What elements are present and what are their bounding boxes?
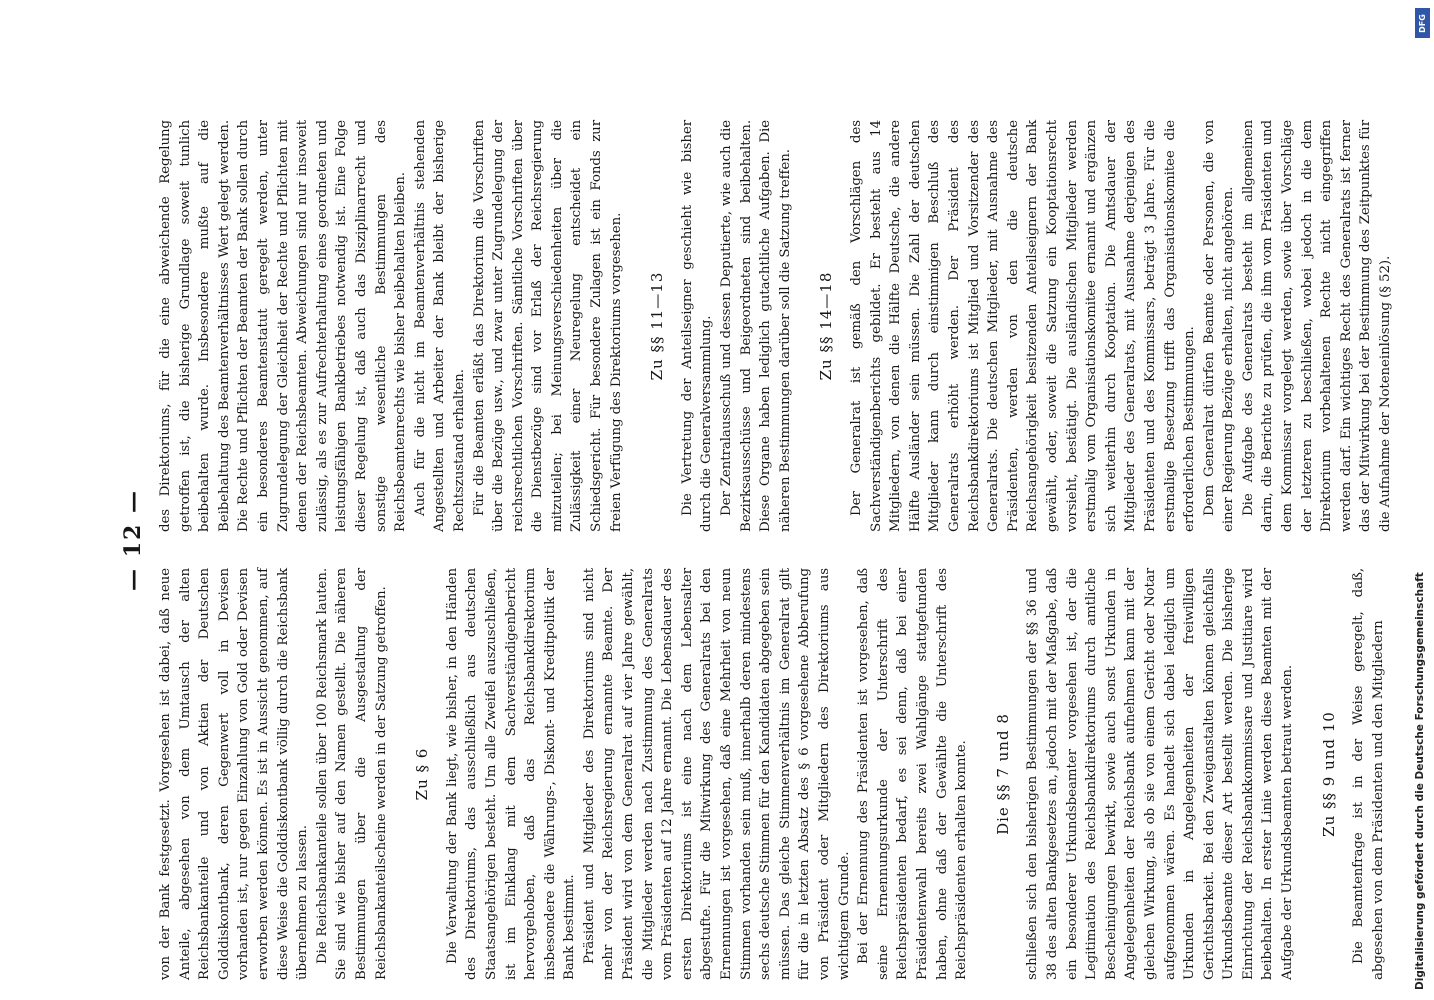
paragraph: Die Verwaltung der Bank liegt, wie bisher, in den Händen des Direktoriums, das ausschließlich aus deutschen Staatsangehörigen besteht. Um alle Zweifel auszuschließen, ist im Einklang mit dem Sachverständigenbericht hervorgehoben, daß das Reichsbankdirektorium insbesondere die Währungs-, Diskont- und Kreditpolitik der Bank bestimmt. (444, 568, 578, 980)
paragraph: schließen sich den bisherigen Bestimmungen der §§ 36 und 38 des alten Bankgesetzes an, jedoch mit der Maßgabe, daß ein besonderer Urkundsbeamter vorgesehen ist, der die Legitimation des Reichsbankdirektoriums durch amtliche Bescheinigungen bewirkt, sowie auch sonst Urkunden in Angelegenheiten der Reichsbank aufnehmen kann mit der gleichen Wirkung, als ob sie von einem Gericht oder Notar aufgenommen wären. Es handelt sich dabei lediglich um Urkunden in Angelegenheiten der freiwilligen Gerichtsbarkeit. Bei den Zweiganstalten können gleichfalls Urkundsbeamte dieser Art bestellt werden. Die bisherige Einrichtung der Reichsbankkommissare und Justitiare wird beibehalten. In erster Linie werden diese Beamten mit der Aufgabe der Urkundsbeamten betraut werden. (1025, 568, 1296, 980)
page-number: — 12 — (120, 489, 146, 591)
rotated-page (120, 100, 1394, 980)
digitization-margin (1412, 0, 1434, 1000)
digitization-note: Digitalisierung gefördert durch die Deutsche Forschungsgemeinschaft (1414, 572, 1426, 990)
paragraph: Der Generalrat ist gemäß den Vorschlägen des Sachverständigenberichts gebildet. Er besteht aus 14 Mitgliedern, von denen die Hälfte Deutsche, die andere Hälfte Ausländer sein müssen. Die Zahl der deutschen Mitglieder kann durch einstimmigen Beschluß des Generalrats erhöht werden. Der Präsident des Reichsbankdirektoriums ist Mitglied und Vorsitzender des Generalrats. Die deutschen Mitglieder, mit Ausnahme des Präsidenten, werden von den die deutsche Reichsangehörigkeit besitzenden Anteilseignern der Bank gewählt, oder, soweit die Satzung ein Kooptationsrecht vorsieht, bestätigt. Die ausländischen Mitglieder werden erstmalig vom Organisationskomitee ernannt und ergänzen sich weiterhin durch Kooptation. Die Amtsdauer der Mitglieder des Generalrats, mit Ausnahme derjenigen des Präsidenten und des Kommissars, beträgt 3 Jahre. Für die erstmalige Besetzung trifft das Organisationskomitee die erforderlichen Bestimmungen. (849, 120, 1198, 532)
dfg-logo: DFG (1415, 8, 1430, 38)
paragraph: Dem Generalrat dürfen Beamte oder Personen, die von einer Regierung Bezüge erhalten, nicht angehören. (1201, 120, 1237, 532)
paragraph: Die Vertretung der Anteilseigner geschieht wie bisher durch die Generalversammlung. (679, 120, 715, 532)
paragraph: Die Reichsbankanteile sollen über 100 Reichsmark lauten. Sie sind wie bisher auf den Namen gestellt. Die näheren Bestimmungen über die Ausgestaltung der Reichsbankanteilscheine werden in der Satzung getroffen. (314, 568, 389, 980)
paragraph: Für die Beamten erläßt das Direktorium die Vorschriften über die Bezüge usw., und zwar unter Zugrundelegung der reichsrechtlichen Vorschriften. Sämtliche Vorschriften über die Dienstbezüge sind vor Erlaß der Reichsregierung mitzuteilen; bei Meinungsverschiedenheiten über die Zulässigkeit einer Neuregelung entscheidet ein Schiedsgericht. Für besondere Zulagen ist ein Fonds zur freien Verfügung des Direktoriums vorgesehen. (471, 120, 624, 532)
paragraph: Der Zentralausschuß und dessen Deputierte, wie auch die Bezirksausschüsse und Beigeordneten sind beibehalten. Diese Organe haben lediglich gutachtliche Aufgaben. Die näheren Bestimmungen darüber soll die Satzung treffen. (719, 120, 793, 532)
section-heading: Zu §§ 9 und 10 (1319, 711, 1338, 837)
section-heading: Zu § 6 (413, 747, 432, 801)
paragraph: Die Aufgabe des Generalrats besteht im allgemeinen darin, die Berichte zu prüfen, die ihm vom Präsidenten und dem Kommissar vorgelegt werden, sowie über Vorschläge der letzteren zu beschließen, wobei jedoch in die dem Direktorium vorbehaltenen Rechte nicht eingegriffen werden darf. Ein wichtiges Recht des Generalrats ist ferner das der Mitwirkung bei der Bestimmung des Zeitpunktes für die Aufnahme der Noteneinlösung (§ 52). (1240, 120, 1394, 532)
section-heading: Die §§ 7 und 8 (993, 713, 1012, 835)
paragraph: Bei der Ernennung des Präsidenten ist vorgesehen, daß seine Ernennungsurkunde der Unterschrift des Reichspräsidenten bedarf, es sei denn, daß bei einer Präsidentenwahl bereits zwei Wahlgänge stattgefunden haben, ohne daß der Gewählte die Unterschrift des Reichspräsidenten erhalten konnte. (856, 568, 970, 980)
right-text-column (156, 120, 1396, 532)
paragraph: Auch für die nicht im Beamtenverhältnis stehenden Angestellten und Arbeiter der Bank bleibt der bisherige Rechtszustand erhalten. (412, 120, 467, 532)
section-heading: Zu §§ 11—13 (648, 271, 667, 381)
section-heading: Zu §§ 14—18 (817, 271, 836, 381)
paragraph: Präsident und Mitglieder des Direktoriums sind nicht mehr von der Reichsregierung ernannte Beamte. Der Präsident wird von dem Generalrat auf vier Jahre gewählt, die Mitglieder werden nach Zustimmung des Generalrats vom Präsidenten auf 12 Jahre ernannt. Die Lebensdauer des ersten Direktoriums ist eine nach dem Lebensalter abgestufte. Für die Mitwirkung des Generalrats bei den Ernennungen ist vorgesehen, daß eine Mehrheit von neun Stimmen vorhanden sein muß, innerhalb deren mindestens sechs deutsche Stimmen für den Kandidaten abgegeben sein müssen. Das gleiche Stimmenverhältnis im Generalrat gilt für die in letzten Absatz des § 6 vorgesehene Abberufung von Präsident oder Mitgliedern des Direktoriums aus wichtigem Grunde. (581, 568, 852, 980)
paragraph: des Direktoriums, für die eine abweichende Regelung getroffen ist, die bisherige Grundlage soweit tunlich beibehalten wurde. Insbesondere mußte auf die Beibehaltung des Beamtenverhältnisses Wert gelegt werden. Die Rechte und Pflichten der Beamten der Bank sollen durch ein besonderes Beamtenstatut geregelt werden, unter Zugrundelegung der Gleichheit der Rechte und Pflichten mit denen der Reichsbeamten. Abweichungen sind nur insoweit zulässig, als es zur Aufrechterhaltung eines geordneten und leistungsfähigen Bankbetriebes notwendig ist. Eine Folge dieser Regelung ist, daß auch das Disziplinarrecht und sonstige wesentliche Bestimmungen des Reichsbeamtenrechts wie bisher beibehalten bleiben. (158, 120, 409, 532)
left-text-column (156, 568, 1388, 980)
paragraph: von der Bank festgesetzt. Vorgesehen ist dabei, daß neue Anteile, abgesehen von dem Umtausch der alten Reichsbankanteile und von Aktien der Deutschen Golddiskontbank, deren Gegenwert voll in Devisen vorhanden ist, nur gegen Einzahlung von Gold oder Devisen erworben werden können. Es ist in Aussicht genommen, auf diese Weise die Golddiskontbank völlig durch die Reichsbank übernehmen zu lassen. (158, 568, 311, 980)
paragraph: Die Beamtenfrage ist in der Weise geregelt, daß, abgesehen von dem Präsidenten und den Mitgliedern (1351, 568, 1386, 980)
